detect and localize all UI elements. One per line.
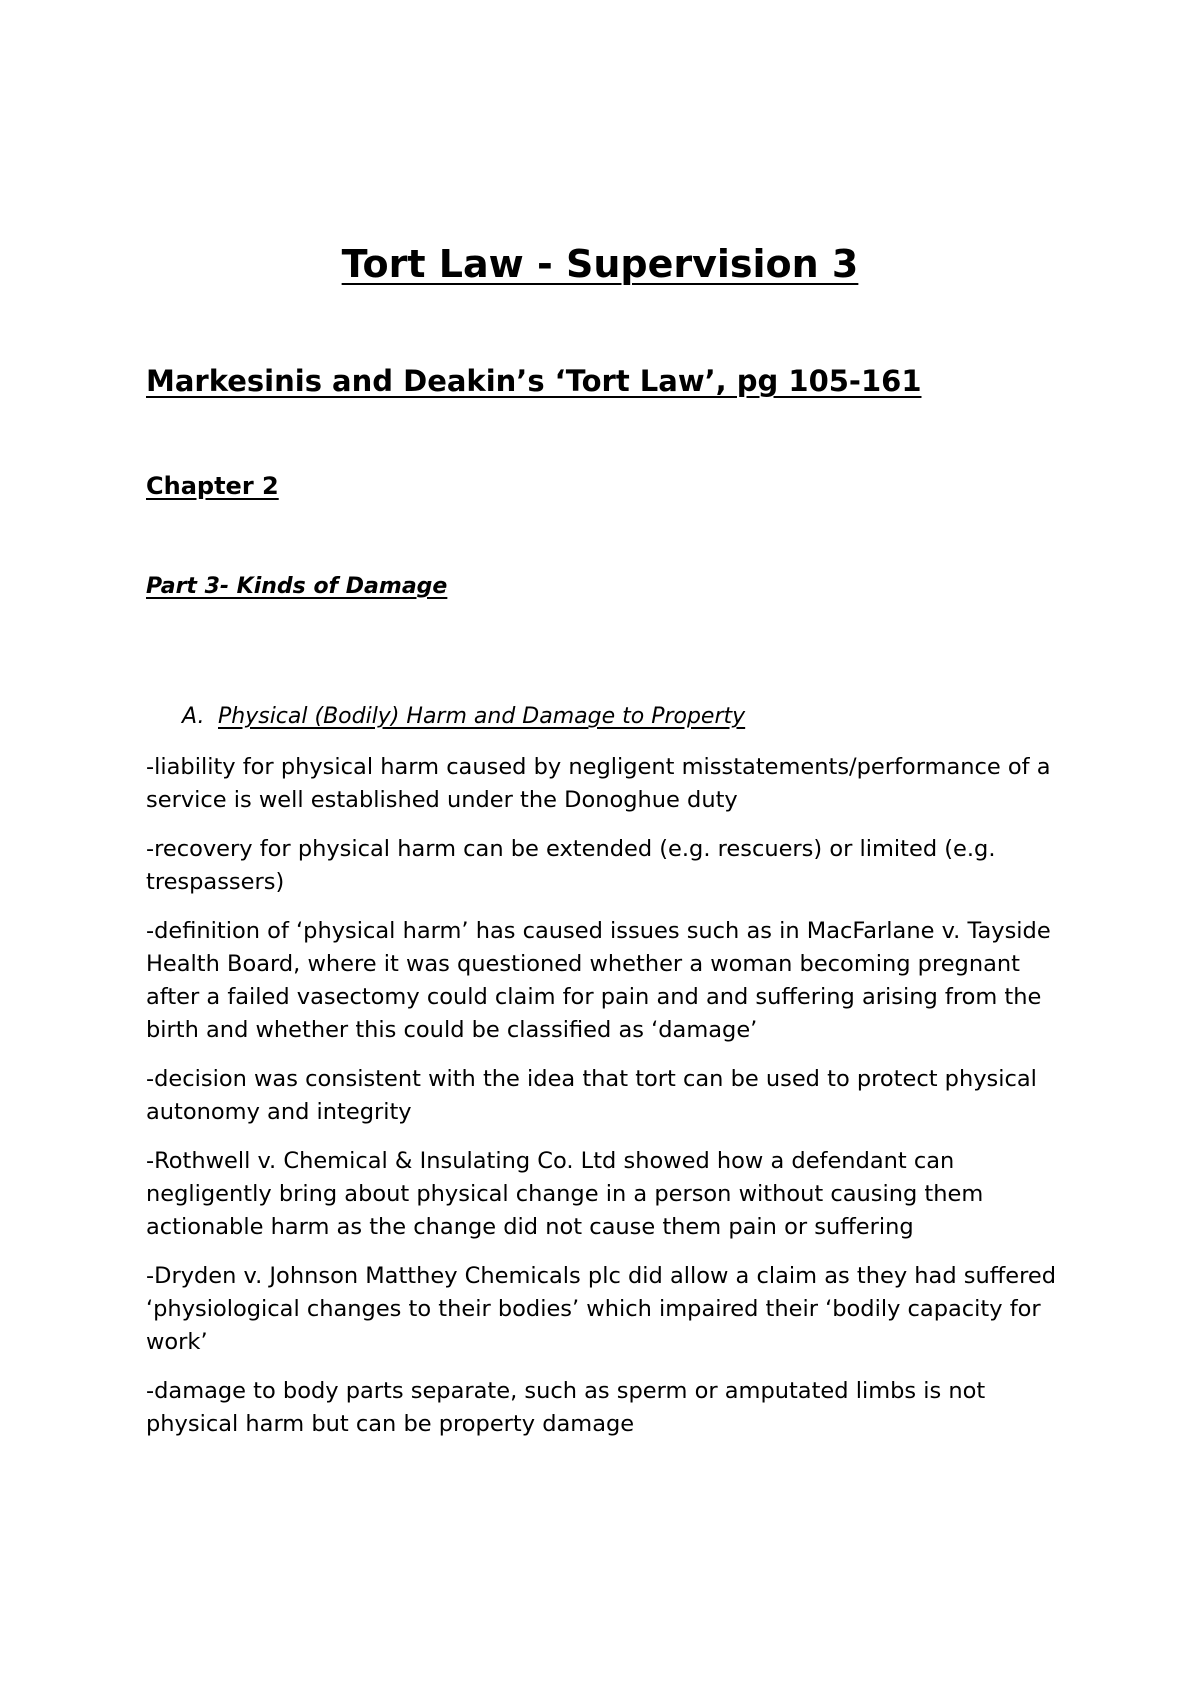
section-heading-text: Physical (Bodily) Harm and Damage to Property	[218, 704, 746, 729]
paragraph: -liability for physical harm caused by negligent misstatements/performance of a service is well established under the Donoghue duty	[146, 754, 1051, 813]
paragraph: -Rothwell v. Chemical & Insulating Co. Ltd showed how a defendant can negligently bring about physical change in a person without causing them actionable harm as the change did not cause them pain or suffering	[146, 1148, 984, 1240]
section-letter: A.	[182, 704, 205, 729]
paragraph: -definition of ‘physical harm’ has caused issues such as in MacFarlane v. Tayside Health Board, where it was questioned whether a woman becoming pregnant after a failed vasectomy could claim for pain and and suffering arising from the birth and whether this could be classified as ‘damage’	[146, 918, 1051, 1043]
section-heading	[182, 704, 745, 729]
document-title: Tort Law - Supervision 3	[341, 242, 859, 286]
paragraph: -damage to body parts separate, such as sperm or amputated limbs is not physical harm but can be property damage	[146, 1378, 986, 1437]
paragraph: -decision was consistent with the idea that tort can be used to protect physical autonomy and integrity	[146, 1066, 1037, 1125]
chapter-heading: Chapter 2	[146, 472, 279, 500]
paragraph: -Dryden v. Johnson Matthey Chemicals plc did allow a claim as they had suffered ‘physiological changes to their bodies’ which impaired their ‘bodily capacity for work’	[146, 1263, 1056, 1355]
document-subtitle: Markesinis and Deakin’s ‘Tort Law’, pg 105-161	[146, 364, 922, 398]
part-heading: Part 3- Kinds of Damage	[146, 574, 448, 599]
body-text	[146, 751, 1066, 1457]
paragraph: -recovery for physical harm can be extended (e.g. rescuers) or limited (e.g. trespassers)	[146, 836, 996, 895]
